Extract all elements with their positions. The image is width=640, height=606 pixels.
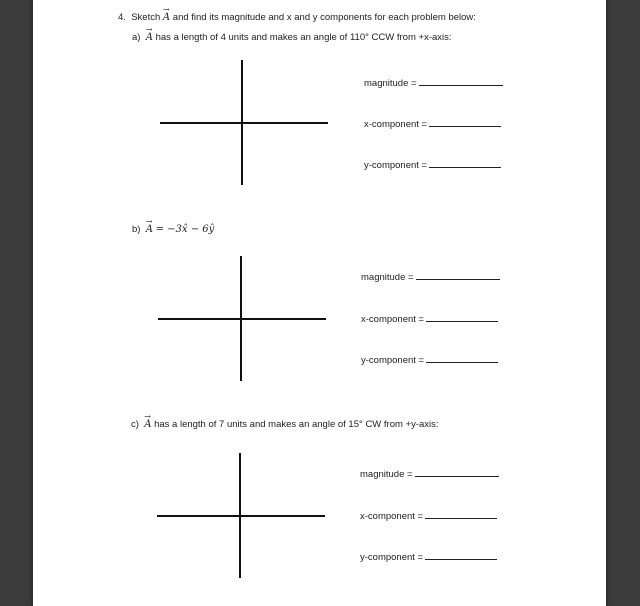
y-component-answer-blank[interactable]	[429, 158, 501, 168]
worksheet-page	[33, 0, 606, 606]
problem-number: 4.	[118, 12, 126, 23]
part-b-label: b)	[132, 224, 141, 235]
magnitude-label: magnitude =	[364, 78, 417, 89]
magnitude-label: magnitude =	[360, 469, 413, 480]
part-a-prompt	[132, 25, 452, 43]
problem-prompt-post: and find its magnitude and x and y components for each problem below:	[172, 12, 476, 23]
part-b-prompt	[132, 217, 215, 235]
x-component-answer-blank[interactable]	[425, 509, 497, 519]
y-component-label: y-component =	[361, 355, 425, 366]
magnitude-answer-blank[interactable]	[419, 76, 503, 86]
part-c-prompt	[131, 412, 439, 430]
y-component-label: y-component =	[364, 160, 428, 171]
x-component-answer-blank[interactable]	[426, 312, 498, 322]
magnitude-answer-blank[interactable]	[416, 270, 500, 280]
part-b-y-component	[361, 353, 498, 366]
y-axis-line	[241, 60, 243, 185]
part-c-magnitude	[360, 467, 499, 480]
part-a-x-component	[364, 117, 501, 130]
y-component-answer-blank[interactable]	[425, 550, 497, 560]
part-c-x-component	[360, 509, 497, 522]
part-b-x-component	[361, 312, 498, 325]
y-axis-line	[240, 256, 242, 381]
y-component-answer-blank[interactable]	[426, 353, 498, 363]
problem-prompt-pre: Sketch	[131, 12, 161, 23]
magnitude-answer-blank[interactable]	[415, 467, 499, 477]
vector-a-symbol: → A	[162, 5, 171, 23]
magnitude-label: magnitude =	[361, 272, 414, 283]
vector-a-symbol: → A	[145, 25, 153, 43]
part-a-magnitude	[364, 76, 503, 89]
part-a-y-component	[364, 158, 501, 171]
y-component-label: y-component =	[360, 552, 424, 563]
part-a-text: has a length of 4 units and makes an angle of 110° CCW from +x-axis:	[155, 32, 452, 43]
problem-header	[118, 5, 476, 23]
x-component-label: x-component =	[361, 314, 425, 325]
part-a-label: a)	[132, 32, 141, 43]
x-axis-line	[160, 122, 328, 124]
part-b-equation: = −3x̂ − 6ŷ	[155, 224, 215, 235]
part-b-magnitude	[361, 270, 500, 283]
part-c-text: has a length of 7 units and makes an angle of 15° CW from +y-axis:	[154, 419, 439, 430]
x-axis-line	[157, 515, 325, 517]
part-c-y-component	[360, 550, 497, 563]
vector-a-symbol: → A	[145, 217, 153, 235]
vector-a-symbol: → A	[144, 412, 152, 430]
part-c-label: c)	[131, 419, 139, 430]
x-component-label: x-component =	[360, 511, 424, 522]
x-component-answer-blank[interactable]	[429, 117, 501, 127]
x-axis-line	[158, 318, 326, 320]
y-axis-line	[239, 453, 241, 578]
x-component-label: x-component =	[364, 119, 428, 130]
